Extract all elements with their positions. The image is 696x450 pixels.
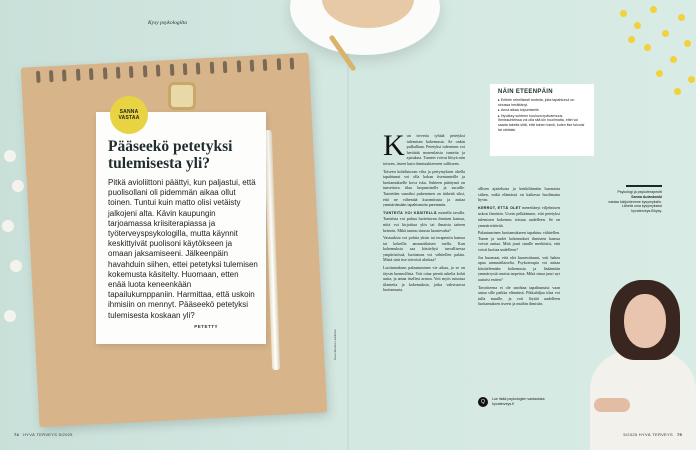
read-more-text: Lue lisää psykologien vastauksia: hyvaterveys.fi (492, 397, 546, 406)
tip-item: ▸Erittele rehellisesti tunteita, joita tapahtunut on sinussa herättänyt. (498, 98, 575, 107)
article-column-2 (478, 186, 560, 309)
article-paragraph: Jos huomaat, että olet kuormittunut, voit hakea apua ammattilaiselta. Psykoterapia voi auttaa käsittelemään kokemusta ja lisäämään ymmärrystä omista tarpeista. Mikä sinua juuri nyt auttaisi eniten? (478, 254, 560, 282)
footer-right-text: 5/2025 HYVÄ TERVEYS (623, 432, 673, 437)
headline: Pääseekö petetyksi tulemisesta yli? (108, 138, 233, 172)
footer-left-text: HYVÄ TERVEYS 5/2025 (23, 432, 73, 437)
yellow-flowers-image (600, 0, 696, 100)
bio-role: Psykologi ja psykoterapeutti (617, 190, 662, 194)
bio-cta: Lähetä oma kysymyksesi hyvaterveys.fi/kysy. (621, 204, 662, 214)
read-more[interactable] (478, 397, 568, 407)
photo-credit: Kuva Markus Leikkinen (333, 328, 337, 360)
article-paragraph: Tavoitteena ei ole unohtaa tapahtunutta vaan antaa sille paikka elämässä. Pikkuhiljaa tilaa voi tulla muulle, ja voit löytää uudelleen luottamuksen itseesi ja muihin ihmisiin. (478, 284, 560, 307)
article-paragraph: monella tavalla. Tunteista voi puhua luotettavan ihmisen kanssa, niitä voi kirjoittaa ylös tai ilmaista taiteen keinoin. Mikä tuntuu sinusta luontevalta? (383, 209, 465, 233)
article-paragraph: un tervetia tyhtää petetyksi tulemisen kokemusta. Se onkin pulkallaan. Petetyksi tulemisen voi herättää monenlaisia tunteita ja ajatuksia. Tunteet voivat liittyä niin toiseen, itseen kuin ihmissuhteeseen sallitseen. (383, 133, 465, 166)
binder-clip-image (168, 82, 196, 110)
article-paragraph: Vastauksia voi pohtia yksin tai terapeutin kanssa tai kokeilla ammattilaisen tuella. Kun kokemuksia saa käsiteltyä turvallisessa ympäristössä, luottamus voi vähitellen palata. Mistä sinä itse toivoisit aloittaa? (383, 235, 465, 263)
sanna-vastaa-badge (110, 96, 148, 134)
triangle-bullet-icon: ▸ (498, 113, 500, 118)
article-paragraph: Palautuminen luottamukseen tapahtuu vähitellen. Tunne ja uudet kokemukset ihmisten kanssa voivat auttaa. Mitä juuri sinulle merkitsisi, että voisit luottaa uudelleen? (478, 230, 560, 252)
question-card (96, 112, 266, 344)
article-paragraph: menettänyt viljelmisen uskon ihmisiin. Usein pelkäämme, että petetyksi tulemisen kokemus toistuu uudelleen. Se on ymmärrettävää. (478, 204, 560, 228)
q-icon: Q (478, 397, 488, 407)
badge-line2: VASTAA (118, 115, 140, 121)
tip-item: ▸Anna aikaa toipumiselle. (498, 108, 540, 113)
article-subheading: KERROT, ETTÄ OLET (478, 205, 521, 210)
article-subheading: TUNTEITA VOI KÄSITELLÄ (383, 210, 437, 215)
drop-cap: K (383, 129, 405, 162)
bio-rule (626, 185, 662, 187)
bio-text: vastaa lukijoidemme kysymyksiin. (608, 199, 662, 204)
author-portrait (580, 280, 696, 450)
page-number-left: 74 (14, 432, 20, 437)
triangle-bullet-icon: ▸ (498, 98, 500, 102)
article-paragraph: Toiseen kohdistuvan viha ja pettymyksen ohella tapahtunut voi olla kokan itsentunteille ja luottamukselle kova isku. Suhteen päättymä on tunsettava tilaa luopumiselle ja suruille. Tunteiden sanoiksi pukeminen on tärkeää siksi, että ne vähentää kuormitusta ja auttaa ymmärtämään tapahtunutta paremmin. (383, 168, 465, 208)
author-bio (596, 190, 662, 214)
section-label: Kysy psykologilta (148, 20, 187, 26)
article-paragraph: Luottamuksen palautuminen vie aikaa, ja se on täysin luonnollista. Voit ottaa pieniä askelia kohti uutta, ja antaa itsellesi armoa. Voit myös tutustua tilanteita ja kokemuksia, jotka vahvistavat luottamusta. (383, 265, 465, 293)
portrait-face (624, 294, 666, 348)
reader-question: Pitkä avioliittoni päättyi, kun paljastui, että puolisollani oli pidemmän aikaa ollut toinen. Tuntui kuin matto olisi vetäisty jalkojeni alta. Kävin kaupungin tarjoamassa kriisiterapiassa ja työterveyspsykologilla, mutta käynnit keskittyivät puolisoni käytökseen ja omaan jaksamiseeni. Jälkeenpäin havahduin siihen, ettei petetyksi tulemisen kokemusta käsitelty. Huomaan, etten enää luota keneenkään tapailukumppaniin. Harmittaa, että uskoin ihmisiin on mennyt. Pääseekö petetyksi tulemisesta koskaan yli? (108, 178, 258, 320)
tips-box (490, 84, 594, 156)
tips-title: NÄIN ETEENPÄIN (498, 89, 553, 95)
footer-left (14, 432, 73, 437)
portrait-hand (594, 398, 630, 412)
article-column-1 (383, 129, 465, 295)
tip-item: ▸Hyväksy suhteen kuuluva epävarmuus. Ihmissuhteissa voi olla sitä kin huolimatta, ettei voi saada takeita siitä, että toinen toimii, kuten itse toivoisi tai olettaisi. (498, 113, 585, 132)
footer-right (623, 432, 682, 437)
page-number-right: 75 (676, 432, 682, 437)
badge-line1: SANNA (119, 109, 139, 115)
article-paragraph: allisen ajattelusta ja kenkiltämätn huomiota siihen, mikä elämässä on kaikesta huolimatta hyvin. (478, 186, 560, 203)
signature: PETETTY (194, 323, 218, 329)
bio-name: Sanna Aulankoski (631, 194, 662, 199)
triangle-bullet-icon: ▸ (498, 108, 500, 113)
